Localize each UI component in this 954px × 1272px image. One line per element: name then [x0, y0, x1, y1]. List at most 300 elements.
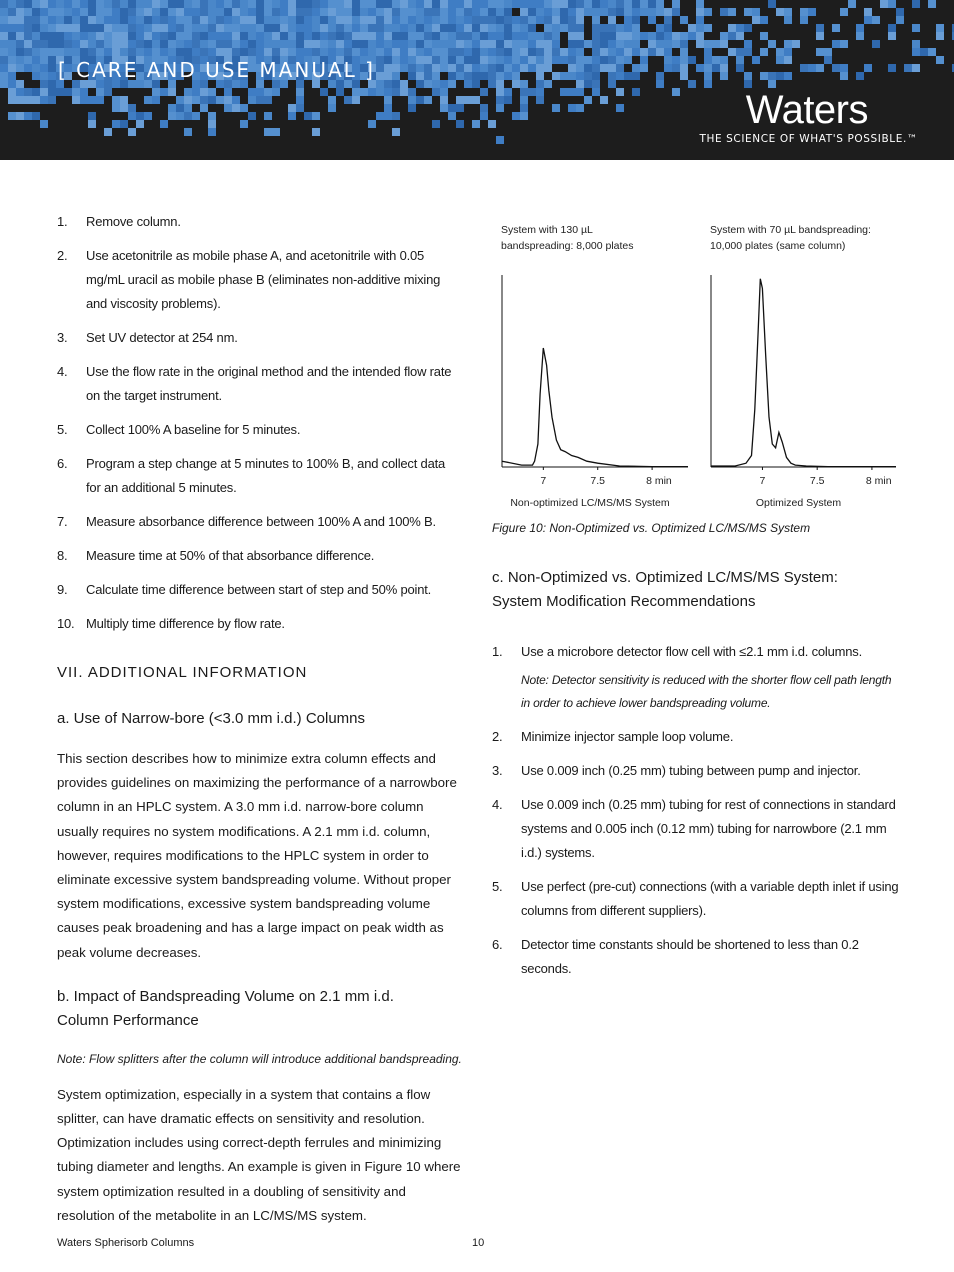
pixel-tile — [72, 48, 80, 56]
pixel-tile — [664, 8, 672, 16]
pixel-tile — [160, 24, 168, 32]
pixel-tile — [456, 8, 464, 16]
pixel-tile — [208, 16, 216, 24]
pixel-tile — [456, 72, 464, 80]
pixel-tile — [384, 56, 392, 64]
pixel-tile — [480, 72, 488, 80]
pixel-tile — [424, 0, 432, 8]
pixel-tile — [48, 88, 56, 96]
pixel-tile — [384, 72, 392, 80]
pixel-tile — [440, 88, 448, 96]
pixel-tile — [88, 96, 96, 104]
pixel-tile — [0, 0, 8, 8]
pixel-tile — [416, 0, 424, 8]
pixel-tile — [544, 16, 552, 24]
pixel-tile — [368, 24, 376, 32]
pixel-tile — [8, 56, 16, 64]
pixel-tile — [560, 56, 568, 64]
pixel-tile — [520, 0, 528, 8]
pixel-tile — [632, 48, 640, 56]
list-number: 2. — [57, 248, 68, 263]
pixel-tile — [560, 16, 568, 24]
pixel-tile — [832, 64, 840, 72]
pixel-tile — [88, 40, 96, 48]
list-text: Use perfect (pre-cut) connections (with a variable depth inlet if using columns from different suppliers). — [521, 879, 899, 918]
pixel-tile — [616, 48, 624, 56]
pixel-tile — [56, 16, 64, 24]
pixel-tile — [592, 80, 600, 88]
pixel-tile — [312, 40, 320, 48]
list-item — [57, 578, 462, 602]
pixel-tile — [856, 32, 864, 40]
pixel-tile — [40, 40, 48, 48]
pixel-tile — [416, 40, 424, 48]
pixel-tile — [408, 88, 416, 96]
x-tick-label: 8 min — [646, 475, 672, 487]
pixel-tile — [648, 8, 656, 16]
pixel-tile — [544, 24, 552, 32]
list-number: 8. — [57, 548, 68, 563]
list-number: 9. — [57, 582, 68, 597]
pixel-tile — [600, 48, 608, 56]
pixel-tile — [576, 56, 584, 64]
pixel-tile — [664, 24, 672, 32]
pixel-tile — [816, 64, 824, 72]
pixel-tile — [688, 80, 696, 88]
pixel-tile — [672, 8, 680, 16]
pixel-tile — [392, 16, 400, 24]
pixel-tile — [88, 120, 96, 128]
pixel-tile — [624, 8, 632, 16]
pixel-tile — [304, 0, 312, 8]
pixel-tile — [360, 88, 368, 96]
pixel-tile — [544, 80, 552, 88]
pixel-tile — [544, 56, 552, 64]
pixel-tile — [368, 40, 376, 48]
pixel-tile — [224, 104, 232, 112]
pixel-tile — [480, 32, 488, 40]
pixel-tile — [16, 64, 24, 72]
pixel-tile — [128, 0, 136, 8]
pixel-tile — [560, 72, 568, 80]
pixel-tile — [184, 24, 192, 32]
list-number: 6. — [57, 456, 68, 471]
pixel-tile — [464, 96, 472, 104]
pixel-tile — [552, 0, 560, 8]
pixel-tile — [32, 24, 40, 32]
pixel-tile — [512, 56, 520, 64]
pixel-tile — [608, 64, 616, 72]
pixel-tile — [400, 32, 408, 40]
pixel-tile — [376, 80, 384, 88]
pixel-tile — [896, 16, 904, 24]
pixel-tile — [32, 72, 40, 80]
chart-xlabel: Optimized System — [755, 497, 842, 509]
pixel-tile — [48, 80, 56, 88]
pixel-tile — [928, 0, 936, 8]
pixel-tile — [576, 104, 584, 112]
pixel-tile — [440, 48, 448, 56]
pixel-tile — [520, 48, 528, 56]
pixel-tile — [32, 48, 40, 56]
pixel-tile — [528, 48, 536, 56]
list-item — [492, 933, 902, 981]
pixel-tile — [264, 96, 272, 104]
pixel-tile — [464, 72, 472, 80]
pixel-tile — [368, 16, 376, 24]
pixel-tile — [400, 48, 408, 56]
pixel-tile — [928, 48, 936, 56]
pixel-tile — [712, 40, 720, 48]
pixel-tile — [48, 64, 56, 72]
pixel-tile — [624, 32, 632, 40]
pixel-tile — [392, 24, 400, 32]
pixel-tile — [48, 40, 56, 48]
pixel-tile — [544, 64, 552, 72]
pixel-tile — [240, 24, 248, 32]
pixel-tile — [384, 96, 392, 104]
pixel-tile — [232, 104, 240, 112]
pixel-tile — [280, 48, 288, 56]
pixel-tile — [16, 24, 24, 32]
list-text: Measure absorbance difference between 100% A and 100% B. — [86, 514, 436, 529]
pixel-tile — [272, 128, 280, 136]
pixel-tile — [256, 32, 264, 40]
pixel-tile — [496, 40, 504, 48]
x-tick-label: 7 — [540, 475, 547, 487]
pixel-tile — [432, 64, 440, 72]
pixel-tile — [416, 96, 424, 104]
pixel-tile — [144, 40, 152, 48]
pixel-tile — [296, 8, 304, 16]
pixel-tile — [24, 8, 32, 16]
pixel-tile — [48, 0, 56, 8]
pixel-tile — [24, 64, 32, 72]
list-item — [57, 210, 462, 234]
pixel-tile — [824, 56, 832, 64]
pixel-tile — [488, 40, 496, 48]
pixel-tile — [112, 8, 120, 16]
pixel-tile — [448, 56, 456, 64]
pixel-tile — [8, 112, 16, 120]
pixel-tile — [312, 128, 320, 136]
pixel-tile — [24, 48, 32, 56]
pixel-tile — [400, 8, 408, 16]
pixel-tile — [624, 16, 632, 24]
pixel-tile — [264, 112, 272, 120]
pixel-tile — [456, 56, 464, 64]
pixel-tile — [488, 48, 496, 56]
pixel-tile — [288, 8, 296, 16]
pixel-tile — [320, 40, 328, 48]
pixel-tile — [664, 64, 672, 72]
pixel-tile — [128, 32, 136, 40]
pixel-tile — [496, 32, 504, 40]
pixel-tile — [528, 64, 536, 72]
pixel-tile — [368, 120, 376, 128]
pixel-tile — [376, 0, 384, 8]
pixel-tile — [280, 0, 288, 8]
pixel-tile — [16, 96, 24, 104]
pixel-tile — [456, 120, 464, 128]
pixel-tile — [624, 72, 632, 80]
pixel-tile — [608, 72, 616, 80]
pixel-tile — [544, 32, 552, 40]
pixel-tile — [240, 32, 248, 40]
pixel-tile — [720, 56, 728, 64]
pixel-tile — [8, 48, 16, 56]
pixel-tile — [192, 16, 200, 24]
pixel-tile — [40, 0, 48, 8]
pixel-tile — [920, 48, 928, 56]
pixel-tile — [672, 56, 680, 64]
pixel-tile — [760, 48, 768, 56]
pixel-tile — [232, 48, 240, 56]
pixel-tile — [184, 112, 192, 120]
pixel-tile — [104, 8, 112, 16]
pixel-tile — [272, 8, 280, 16]
pixel-tile — [496, 0, 504, 8]
pixel-tile — [864, 16, 872, 24]
pixel-tile — [264, 8, 272, 16]
pixel-tile — [480, 24, 488, 32]
pixel-tile — [264, 48, 272, 56]
pixel-tile — [880, 0, 888, 8]
pixel-tile — [224, 32, 232, 40]
pixel-tile — [200, 24, 208, 32]
pixel-tile — [152, 48, 160, 56]
pixel-tile — [8, 40, 16, 48]
pixel-tile — [480, 64, 488, 72]
pixel-tile — [496, 96, 504, 104]
pixel-tile — [16, 8, 24, 16]
pixel-tile — [56, 40, 64, 48]
pixel-tile — [96, 96, 104, 104]
pixel-tile — [336, 24, 344, 32]
pixel-tile — [288, 104, 296, 112]
list-number: 5. — [57, 422, 68, 437]
pixel-tile — [48, 16, 56, 24]
pixel-tile — [368, 8, 376, 16]
pixel-tile — [336, 88, 344, 96]
pixel-tile — [744, 72, 752, 80]
pixel-tile — [520, 8, 528, 16]
pixel-tile — [152, 96, 160, 104]
pixel-tile — [816, 24, 824, 32]
pixel-tile — [704, 40, 712, 48]
pixel-tile — [208, 48, 216, 56]
pixel-tile — [24, 56, 32, 64]
pixel-tile — [552, 16, 560, 24]
pixel-tile — [24, 32, 32, 40]
pixel-tile — [832, 40, 840, 48]
list-text: Calculate time difference between start of step and 50% point. — [86, 582, 432, 597]
pixel-tile — [496, 80, 504, 88]
pixel-tile — [288, 24, 296, 32]
pixel-tile — [776, 72, 784, 80]
pixel-tile — [432, 80, 440, 88]
pixel-tile — [600, 0, 608, 8]
pixel-tile — [720, 72, 728, 80]
pixel-tile — [24, 24, 32, 32]
pixel-tile — [24, 0, 32, 8]
pixel-tile — [680, 56, 688, 64]
pixel-tile — [728, 24, 736, 32]
list-text: Use 0.009 inch (0.25 mm) tubing between pump and injector. — [521, 763, 861, 778]
pixel-tile — [256, 48, 264, 56]
pixel-tile — [248, 96, 256, 104]
pixel-tile — [32, 40, 40, 48]
pixel-tile — [440, 16, 448, 24]
pixel-tile — [176, 40, 184, 48]
pixel-tile — [216, 8, 224, 16]
pixel-tile — [448, 16, 456, 24]
pixel-tile — [112, 96, 120, 104]
pixel-tile — [752, 8, 760, 16]
pixel-tile — [512, 32, 520, 40]
pixel-tile — [96, 32, 104, 40]
pixel-tile — [448, 64, 456, 72]
pixel-tile — [472, 8, 480, 16]
pixel-tile — [312, 8, 320, 16]
pixel-tile — [240, 8, 248, 16]
pixel-tile — [320, 8, 328, 16]
pixel-tile — [32, 32, 40, 40]
pixel-tile — [208, 32, 216, 40]
pixel-tile — [304, 32, 312, 40]
pixel-tile — [552, 24, 560, 32]
pixel-tile — [632, 40, 640, 48]
pixel-tile — [448, 32, 456, 40]
list-number: 4. — [57, 364, 68, 379]
pixel-tile — [304, 112, 312, 120]
pixel-tile — [592, 64, 600, 72]
pixel-tile — [424, 96, 432, 104]
pixel-tile — [320, 0, 328, 8]
pixel-tile — [408, 96, 416, 104]
pixel-tile — [272, 40, 280, 48]
pixel-tile — [696, 16, 704, 24]
pixel-tile — [320, 16, 328, 24]
pixel-tile — [208, 120, 216, 128]
pixel-tile — [400, 88, 408, 96]
pixel-tile — [192, 88, 200, 96]
pixel-tile — [632, 72, 640, 80]
pixel-tile — [488, 8, 496, 16]
pixel-tile — [592, 40, 600, 48]
pixel-tile — [280, 24, 288, 32]
x-tick-label: 7.5 — [590, 475, 606, 487]
pixel-tile — [288, 32, 296, 40]
pixel-tile — [336, 48, 344, 56]
list-text: Set UV detector at 254 nm. — [86, 330, 238, 345]
pixel-tile — [232, 40, 240, 48]
pixel-tile — [712, 56, 720, 64]
pixel-tile — [624, 48, 632, 56]
pixel-tile — [184, 40, 192, 48]
pixel-tile — [648, 40, 656, 48]
pixel-tile — [168, 40, 176, 48]
pixel-tile — [104, 0, 112, 8]
subsection-c-title — [492, 566, 902, 614]
pixel-tile — [80, 48, 88, 56]
pixel-tile — [432, 72, 440, 80]
pixel-tile — [128, 16, 136, 24]
pixel-tile — [384, 80, 392, 88]
pixel-tile — [632, 32, 640, 40]
pixel-tile — [416, 56, 424, 64]
pixel-tile — [456, 40, 464, 48]
pixel-tile — [376, 112, 384, 120]
pixel-tile — [392, 80, 400, 88]
pixel-tile — [592, 72, 600, 80]
pixel-tile — [176, 0, 184, 8]
list-item — [57, 244, 462, 316]
pixel-tile — [8, 64, 16, 72]
pixel-tile — [224, 16, 232, 24]
pixel-tile — [240, 40, 248, 48]
subsection-a-title: a. Use of Narrow-bore (<3.0 mm i.d.) Columns — [57, 710, 366, 727]
pixel-tile — [616, 104, 624, 112]
pixel-tile — [24, 40, 32, 48]
pixel-tile — [216, 96, 224, 104]
pixel-tile — [656, 8, 664, 16]
list-number: 4. — [492, 797, 503, 812]
list-number: 6. — [492, 937, 503, 952]
pixel-tile — [720, 8, 728, 16]
pixel-tile — [832, 24, 840, 32]
pixel-tile — [624, 0, 632, 8]
pixel-tile — [152, 16, 160, 24]
list-text: Program a step change at 5 minutes to 100% B, and collect data for an additional 5 minutes. — [86, 456, 446, 495]
pixel-tile — [56, 8, 64, 16]
pixel-tile — [240, 48, 248, 56]
pixel-tile — [256, 88, 264, 96]
pixel-tile — [272, 32, 280, 40]
waters-logo: Waters — [745, 88, 868, 132]
pixel-tile — [288, 16, 296, 24]
pixel-tile — [16, 56, 24, 64]
pixel-tile — [80, 16, 88, 24]
pixel-tile — [32, 96, 40, 104]
pixel-tile — [264, 32, 272, 40]
pixel-tile — [848, 0, 856, 8]
pixel-tile — [496, 8, 504, 16]
pixel-tile — [408, 48, 416, 56]
list-item — [492, 759, 902, 783]
pixel-tile — [696, 64, 704, 72]
pixel-tile — [472, 24, 480, 32]
pixel-tile — [752, 16, 760, 24]
pixel-tile — [88, 32, 96, 40]
pixel-tile — [464, 24, 472, 32]
pixel-tile — [376, 24, 384, 32]
pixel-tile — [736, 32, 744, 40]
pixel-tile — [88, 112, 96, 120]
pixel-tile — [536, 0, 544, 8]
pixel-tile — [752, 56, 760, 64]
pixel-tile — [768, 72, 776, 80]
list-number: 3. — [492, 763, 503, 778]
pixel-tile — [704, 64, 712, 72]
pixel-tile — [120, 104, 128, 112]
pixel-tile — [256, 8, 264, 16]
pixel-tile — [392, 32, 400, 40]
pixel-tile — [456, 48, 464, 56]
pixel-tile — [352, 0, 360, 8]
pixel-tile — [408, 40, 416, 48]
pixel-tile — [800, 8, 808, 16]
